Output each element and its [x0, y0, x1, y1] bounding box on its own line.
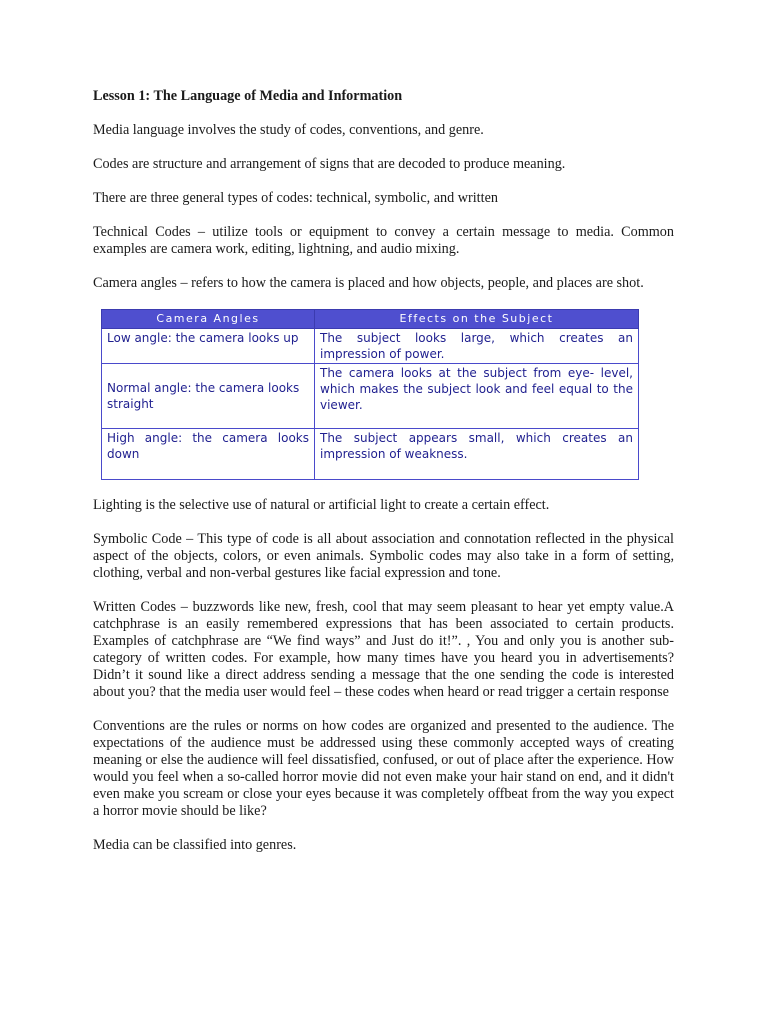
camera-angles-table	[101, 309, 639, 480]
table-row	[102, 429, 639, 480]
paragraph-symbolic-code: Symbolic Code – This type of code is all about association and connotation reflected in the physical aspect of the objects, colors, or even animals. Symbolic codes may also take in a form of setting, clothing, verbal and non-verbal gestures like facial expression and tone.	[93, 531, 674, 581]
cell-effect: The subject appears small, which creates an impression of weakness.	[315, 429, 639, 480]
paragraph-technical-codes: Technical Codes – utilize tools or equipment to convey a certain message to media. Common examples are camera work, editing, lightning, and audio mixing.	[93, 224, 674, 257]
cell-angle: Low angle: the camera looks up	[102, 329, 315, 364]
paragraph-codes-definition: Codes are structure and arrangement of signs that are decoded to produce meaning.	[93, 156, 566, 172]
cell-angle: Normal angle: the camera looks straight	[102, 364, 315, 429]
table-header-row	[102, 310, 639, 329]
document-body	[93, 88, 674, 871]
paragraph-conventions: Conventions are the rules or norms on how codes are organized and presented to the audience. The expectations of the audience must be addressed using these commonly accepted ways of creating meaning or else the audience will feel dissatisfied, confused, or out of place after the experience. How would you feel when a so-called horror movie did not even make your hair stand on end, and it didn't even make you scream or close your eyes because it was completely offbeat from the way you expect a horror movie should be like?	[93, 718, 674, 819]
paragraph-camera-angles: Camera angles – refers to how the camera is placed and how objects, people, and places are shot.	[93, 275, 644, 291]
header-camera-angles: Camera Angles	[102, 310, 315, 329]
paragraph-code-types: There are three general types of codes: technical, symbolic, and written	[93, 190, 498, 206]
table-row	[102, 364, 639, 429]
header-effects-on-subject: Effects on the Subject	[315, 310, 639, 329]
lesson-title: Lesson 1: The Language of Media and Information	[93, 88, 403, 104]
cell-effect: The subject looks large, which creates an impression of power.	[315, 329, 639, 364]
paragraph-media-language: Media language involves the study of codes, conventions, and genre.	[93, 122, 484, 138]
camera-angles-table-wrapper	[101, 309, 674, 480]
table-row	[102, 329, 639, 364]
paragraph-genres: Media can be classified into genres.	[93, 837, 297, 853]
cell-angle: High angle: the camera looks down	[102, 429, 315, 480]
paragraph-lighting: Lighting is the selective use of natural or artificial light to create a certain effect.	[93, 497, 550, 513]
cell-effect: The camera looks at the subject from eye- level, which makes the subject look and feel equal to the viewer.	[315, 364, 639, 429]
paragraph-written-codes: Written Codes – buzzwords like new, fresh, cool that may seem pleasant to hear yet empty value.A catchphrase is an easily remembered expressions that has been associated to certain products. Examples of catchphrase are “We find ways” and Just do it!”. , You and only you is another sub-category of written codes. For example, how many times have you heard you in advertisements? Didn’t it sound like a direct address sending a message that the one sending the code is interested about you? that the media user would feel – these codes when heard or read trigger a certain response	[93, 599, 674, 700]
